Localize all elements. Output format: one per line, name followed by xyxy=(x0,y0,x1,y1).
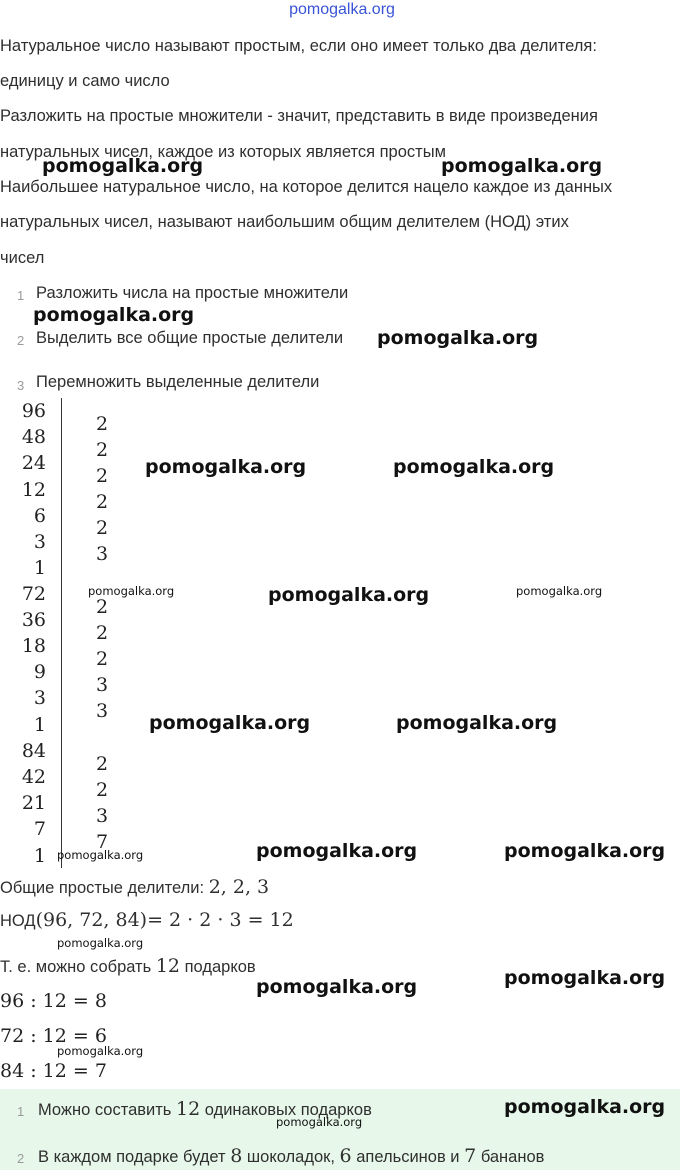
theory-line-7: чисел xyxy=(0,249,45,267)
watermark-text: pomogalka.org xyxy=(441,155,603,177)
answer-value: 8 xyxy=(230,1145,243,1167)
gcd-line xyxy=(0,909,294,931)
gcd-label: НОД xyxy=(0,912,36,930)
step-text: Выделить все общие простые делители xyxy=(36,329,344,347)
site-header-link[interactable]: pomogalka.org xyxy=(289,1,395,18)
step-number: 2 xyxy=(17,333,25,348)
answer-number: 2 xyxy=(17,1151,25,1166)
answer-text: одинаковых подарков xyxy=(204,1101,372,1119)
divisor: 3 xyxy=(96,674,109,696)
theory-line-3: Разложить на простые множители - значит, представить в виде произведения xyxy=(0,107,598,125)
dividend: 6 xyxy=(33,505,46,527)
divisor: 2 xyxy=(96,648,109,670)
dividend: 9 xyxy=(33,661,46,683)
answer-text: бананов xyxy=(480,1148,545,1166)
common-divisors-label: Общие простые делители: xyxy=(0,879,205,897)
divisor: 2 xyxy=(96,413,109,435)
dividend: 36 xyxy=(21,609,46,631)
division-result-chocolates: 96 : 12 = 8 xyxy=(0,990,107,1012)
watermark-text: pomogalka.org xyxy=(377,327,539,349)
watermark-text: pomogalka.org xyxy=(88,584,175,598)
watermark-text: pomogalka.org xyxy=(256,976,418,998)
dividend: 7 xyxy=(33,818,46,840)
watermark-text: pomogalka.org xyxy=(268,584,430,606)
gcd-arguments: (96, 72, 84) xyxy=(35,909,148,931)
divisor: 2 xyxy=(96,491,109,513)
answer-text: Можно составить xyxy=(38,1101,172,1119)
gifts-prefix: Т. е. можно собрать xyxy=(0,958,152,976)
watermark-text: pomogalka.org xyxy=(57,848,144,862)
dividend: 42 xyxy=(21,766,46,788)
divisor: 2 xyxy=(96,779,109,801)
dividend: 1 xyxy=(33,714,46,736)
dividend: 1 xyxy=(33,845,46,867)
dividend: 12 xyxy=(21,479,46,501)
theory-line-5: Наибольшее натуральное число, на которое делится нацело каждое из данных xyxy=(0,178,613,196)
answer-value: 6 xyxy=(339,1145,352,1167)
dividend: 48 xyxy=(21,426,46,448)
step-number: 3 xyxy=(17,378,25,393)
divisor: 3 xyxy=(96,543,109,565)
theory-line-6: натуральных чисел, называют наибольшим общим делителем (НОД) этих xyxy=(0,213,569,231)
gcd-expression: = 2 · 2 · 3 = 12 xyxy=(147,909,294,931)
divisor: 3 xyxy=(96,700,109,722)
dividend: 84 xyxy=(21,740,46,762)
answer-text: шоколадок, xyxy=(246,1148,335,1166)
answer-text: апельсинов и xyxy=(356,1148,460,1166)
division-result-oranges: 72 : 12 = 6 xyxy=(0,1025,107,1047)
theory-line-2: единицу и само число xyxy=(0,72,170,90)
watermark-text: pomogalka.org xyxy=(276,1115,363,1129)
dividend: 24 xyxy=(21,452,46,474)
watermark-text: pomogalka.org xyxy=(256,840,418,862)
theory-line-1: Натуральное число называют простым, если оно имеет только два делителя: xyxy=(0,37,597,55)
watermark-text: pomogalka.org xyxy=(504,840,666,862)
step-text: Перемножить выделенные делители xyxy=(36,373,320,391)
answer-number: 1 xyxy=(17,1104,25,1119)
dividend: 72 xyxy=(21,583,46,605)
watermark-text: pomogalka.org xyxy=(504,1096,666,1118)
gifts-number: 12 xyxy=(155,955,180,977)
division-line xyxy=(61,398,62,868)
watermark-text: pomogalka.org xyxy=(145,456,307,478)
gifts-suffix: подарков xyxy=(184,958,256,976)
dividend: 96 xyxy=(21,400,46,422)
step-number: 1 xyxy=(17,288,25,303)
answer-value: 12 xyxy=(175,1098,201,1120)
divisor: 2 xyxy=(96,465,109,487)
divisor: 2 xyxy=(96,753,109,775)
watermark-text: pomogalka.org xyxy=(33,304,195,326)
divisor: 3 xyxy=(96,805,109,827)
watermark-text: pomogalka.org xyxy=(149,712,311,734)
divisor: 2 xyxy=(96,517,109,539)
watermark-text: pomogalka.org xyxy=(504,967,666,989)
answer-text: В каждом подарке будет xyxy=(38,1148,226,1166)
gifts-count-line xyxy=(0,955,256,977)
common-divisors-value: 2, 2, 3 xyxy=(208,876,270,898)
answer-value: 7 xyxy=(464,1145,477,1167)
watermark-text: pomogalka.org xyxy=(57,936,144,950)
division-result-bananas: 84 : 12 = 7 xyxy=(0,1060,107,1082)
watermark-text: pomogalka.org xyxy=(396,712,558,734)
dividend: 1 xyxy=(33,557,46,579)
watermark-text: pomogalka.org xyxy=(57,1044,144,1058)
watermark-text: pomogalka.org xyxy=(516,584,603,598)
watermark-text: pomogalka.org xyxy=(42,155,204,177)
step-text: Разложить числа на простые множители xyxy=(36,284,349,302)
theory-line-4: натуральных чисел, каждое из которых является простым xyxy=(0,143,446,161)
dividend: 18 xyxy=(21,635,46,657)
dividend: 21 xyxy=(21,792,46,814)
watermark-text: pomogalka.org xyxy=(393,456,555,478)
divisor: 7 xyxy=(96,831,109,853)
divisor: 2 xyxy=(96,596,109,618)
dividend: 3 xyxy=(33,531,46,553)
divisor: 2 xyxy=(96,622,109,644)
divisor: 2 xyxy=(96,439,109,461)
dividend: 3 xyxy=(33,687,46,709)
common-divisors-line xyxy=(0,876,269,898)
answer-line-2 xyxy=(38,1145,544,1167)
